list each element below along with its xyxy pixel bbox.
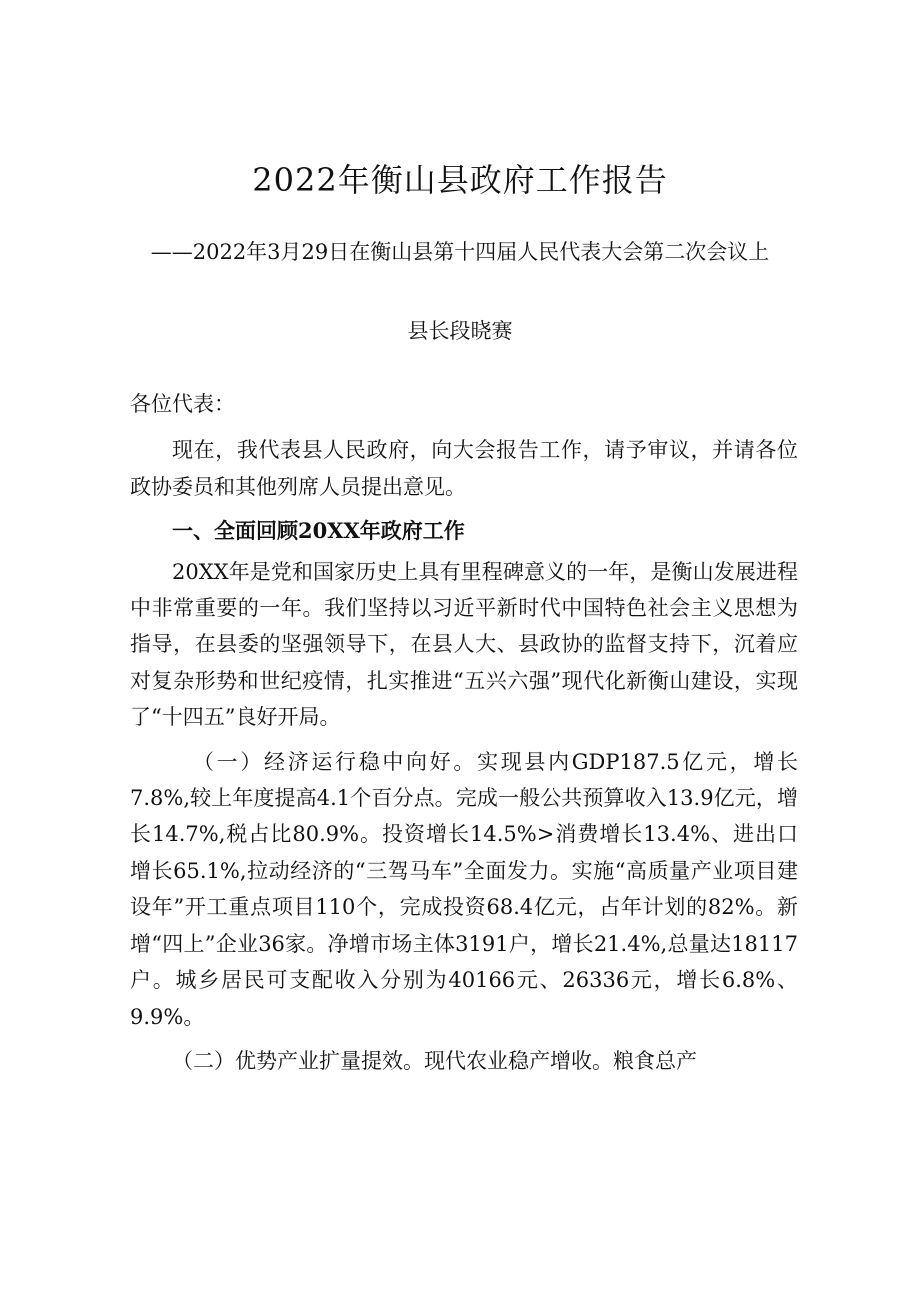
intro-paragraph: 现在，我代表县人民政府，向大会报告工作，请予审议，并请各位政协委员和其他列席人员提出意见。 [130, 438, 798, 499]
section-heading: 一、全面回顾20XX年政府工作 [172, 518, 465, 544]
document-subtitle: ——2022年3月29日在衡山县第十四届人民代表大会第二次会议上 [150, 240, 770, 264]
salutation: 各位代表： [130, 392, 235, 416]
speaker-line: 县长段晓赛 [407, 319, 513, 343]
industry-paragraph: （二）优势产业扩量提效。现代农业稳产增收。粮食总产 [172, 1048, 697, 1073]
document-body [130, 386, 798, 1079]
economy-paragraph: （一）经济运行稳中向好。实现县内GDP187.5亿元，增长7.8%,较上年度提高4.1个百分点。完成一般公共预算收入13.9亿元，增长14.7%,税占比80.9%。投资增长14.5%>消费增长13.4%、进出口增长65.1%,拉动经济的“三驾马车”全面发力。实施“高质量产业项目建设年”开工重点项目110个，完成投资68.4亿元，占年计划的82%。新增“四上”企业36家。净增市场主体3191户，增长21.4%,总量达18117户。城乡居民可支配收入分别为40166元、26336元，增长6.8%、9.9%。 [130, 749, 798, 1029]
document-title: 2022年衡山县政府工作报告 [252, 161, 668, 199]
overview-paragraph: 20XX年是党和国家历史上具有里程碑意义的一年，是衡山发展进程中非常重要的一年。我们坚持以习近平新时代中国特色社会主义思想为指导，在县委的坚强领导下，在县人大、县政协的监督支持下，沉着应对复杂形势和世纪疫情，扎实推进“五兴六强”现代化新衡山建设，实现了“十四五”良好开局。 [130, 559, 798, 730]
